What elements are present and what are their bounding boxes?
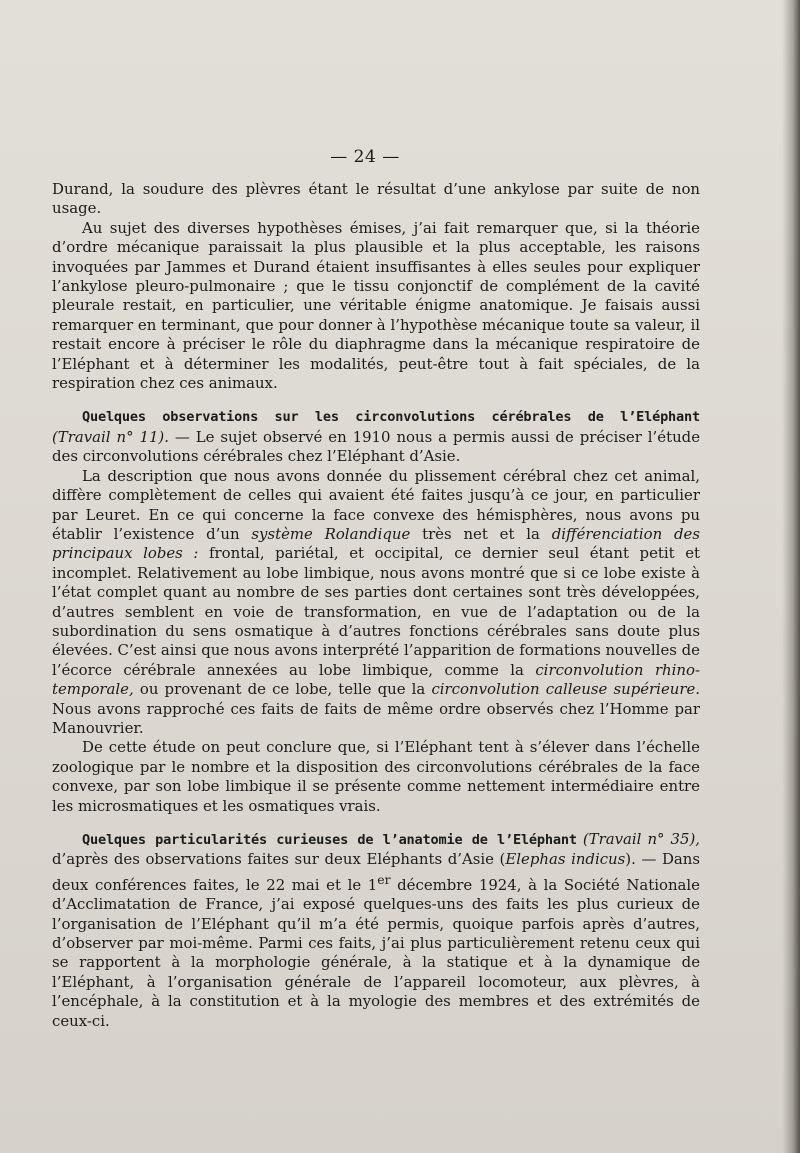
section-circonvolutions [52,407,700,466]
text-run: décembre 1924, à la Société Nationale d’Acclimatation de France, j’ai exposé quelques-uns des faits les plus curieux de l’organisation de l’Eléphant qu’il m’a été permis, quoique parfois après d’autres, d’observer par moi-même. Parmi ces faits, j’ai plus particulièrement retenu ceux qui se rapportent à la morphologie générale, à la statique et à la dynamique de l’Eléphant, à l’organisation générale de l’appareil locomoteur, aux plèvres, à l’encéphale, à la constitution et à la myologie des membres et des extrémités de ceux-ci. [52,875,700,1030]
text-run: très net et la [410,524,552,543]
section-text: — Le sujet observé en 1910 nous a permis aussi de préciser l’étude des circonvolutions cérébrales chez l’Eléphant d’Asie. [52,427,701,466]
paragraph-hypotheses: Au sujet des diverses hypothèses émises, j’ai fait remarquer que, si la théorie d’ordre mécanique paraissait la plus plausible et la plus acceptable, les raisons invoquées par Jammes et Durand étaient insuffisantes à elles seules pour expliquer l’ankylose pleuro-pulmonaire ; que le tissu conjonctif de complément de la cavité pleurale restait, en particulier, une véritable énigme anatomique. Je faisais aussi remarquer en terminant, que pour donner à l’hypothèse mécanique toute sa valeur, il restait encore à préciser le rôle du diaphragme dans la mécanique respiratoire de l’Eléphant et à déterminer les modalités, peut-être tout à fait spéciales, de la respiration chez ces animaux. [52,218,700,393]
italic-term: différenciation des principaux lobes : [52,524,700,563]
work-reference: (Travail n° 11). [52,427,169,446]
italic-term: circonvolution calleuse supérieure. [431,680,701,699]
work-reference: (Travail n° 35), [582,830,700,848]
text-run: Nous avons rapproché ces faits de faits de même ordre observés chez l’Homme par Manouvrier. [52,699,700,737]
page-number: — 24 — [330,147,400,167]
species-name: Elephas indicus [505,850,626,869]
paragraph-description [52,467,700,739]
text-run: frontal, pariétal, et occipital, ce dernier seul étant petit et incomplet. Relativement au lobe limbique, nous avons montré que si ce lobe existe à l’état complet quant au nombre de ses parties dont certaines sont très développées, d’autres semblent en voie de transformation, en vue de l’adaptation ou de la subordination du sens osmatique à d’autres fonctions cérébrales sans doute plus élevées. C’est ainsi que nous avons interprété l’apparition de formations nouvelles de l’écorce cérébrale annexées au lobe limbique, comme la [52,544,701,679]
ordinal-superscript: er [377,871,391,887]
italic-term: circonvolution rhino-temporale, [52,660,700,699]
section-heading: Quelques particularités curieuses de l’anatomie de l’Eléphant [82,832,577,848]
italic-term: système Rolandique [251,524,411,543]
text-run: ou provenant de ce lobe, telle que la [133,680,432,699]
section-particularites [52,830,700,1031]
paragraph-continuation: Durand, la soudure des plèvres étant le résultat d’une ankylose par suite de non usage. [52,180,700,218]
text-run: ). — Dans deux conférences faites, le 22 mai et le 1 [52,850,700,894]
text-run: La description que nous avons donnée du plissement cérébral chez cet animal, diffère complètement de celles qui avaient été faites jusqu’à ce jour, en particulier par Leuret. En ce qui concerne la face convexe des hémisphères, nous avons pu établir l’existence d’un [52,466,700,543]
section-heading: Quelques observations sur les circonvolutions cérébrales de l’Eléphant [82,409,700,426]
body-text [52,180,700,1031]
paragraph-conclusion: De cette étude on peut conclure que, si l’Eléphant tent à s’élever dans l’échelle zoologique par le nombre et la disposition des circonvolutions cérébrales de la face convexe, par son lobe limbique il se présente comme nettement intermédiaire entre les microsmatiques et les osmatiques vrais. [52,738,700,815]
page-edge-shadow [782,0,800,1153]
text-run: d’après des observations faites sur deux Eléphants d’Asie ( [52,850,506,869]
